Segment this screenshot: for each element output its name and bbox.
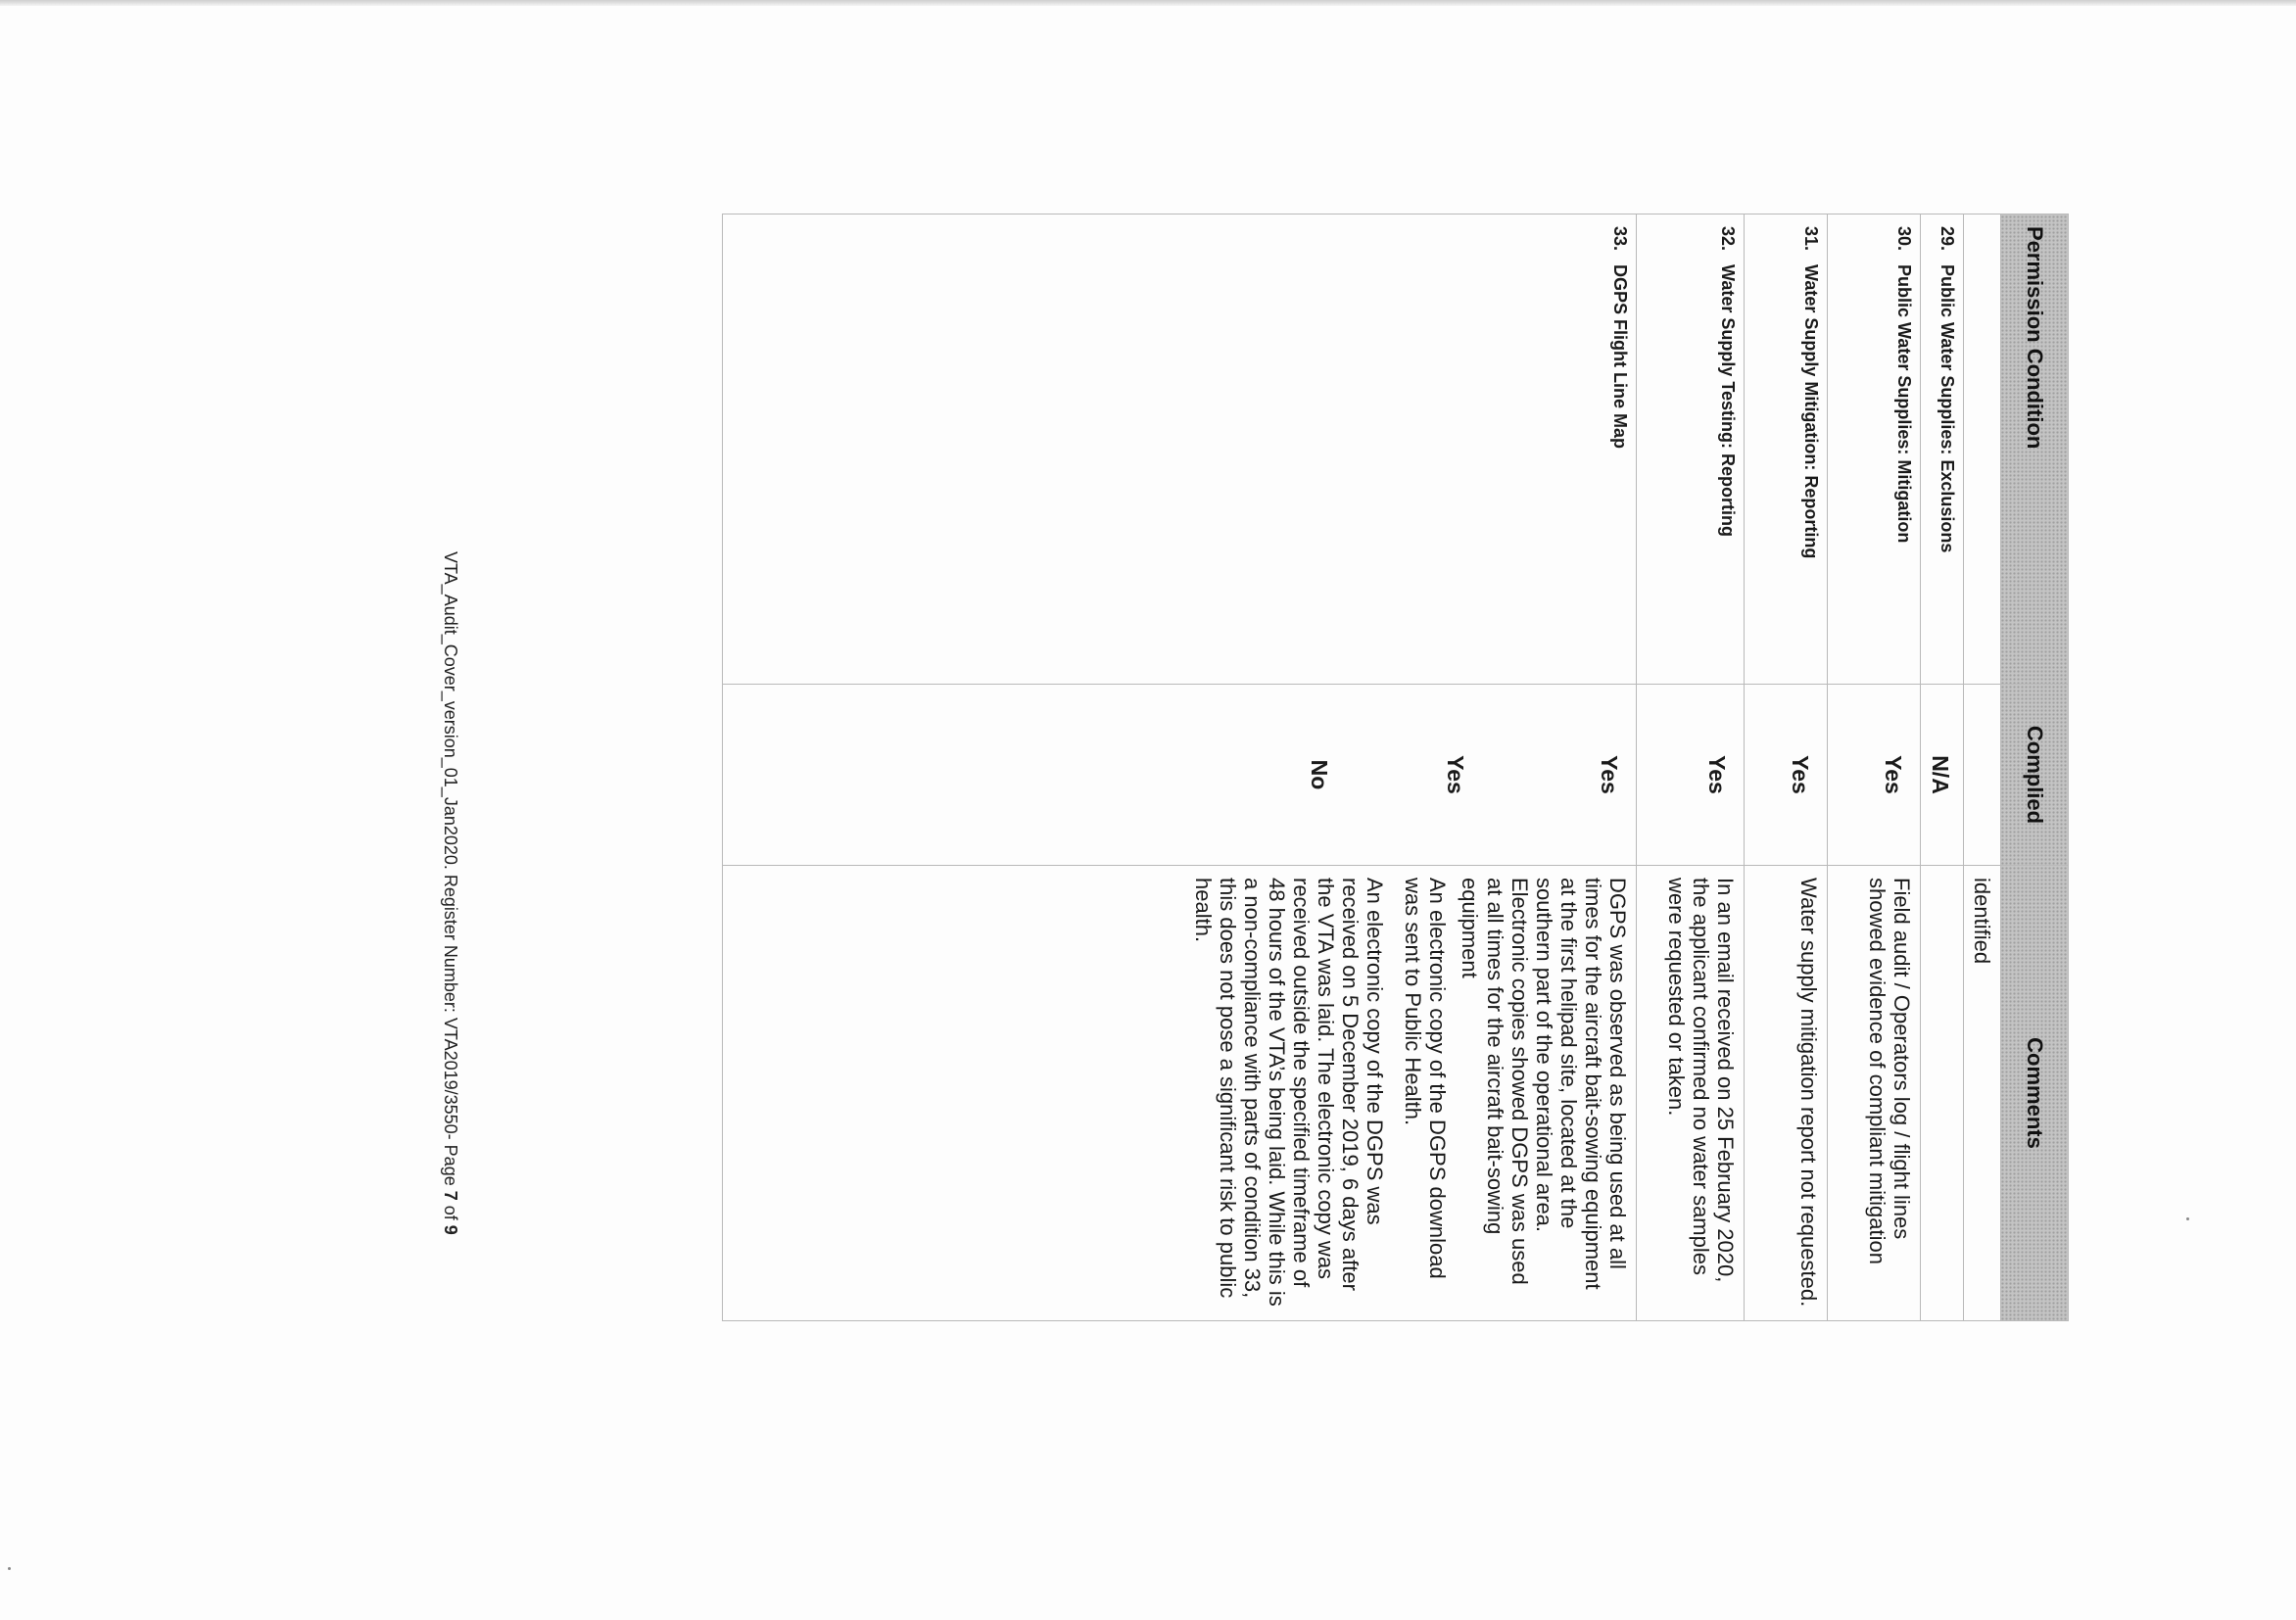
- footer-text: VTA_Audit_Cover_version_01_Jan2020. Register Number: VTA2019/3550- Page: [441, 551, 460, 1191]
- comment-text: In an email received on 25 February 2020, the applicant confirmed no water samples were requested or taken.: [1663, 878, 1738, 1283]
- condition-number: 29.: [1937, 226, 1957, 252]
- header-comments: Comments: [2001, 866, 2069, 1321]
- table-row: [1827, 214, 1920, 1321]
- header-complied: Complied: [2001, 685, 2069, 866]
- condition-cell: [1636, 214, 1744, 685]
- condition-cell: [1827, 214, 1920, 685]
- table-header-row: [2001, 214, 2069, 1321]
- complied-cell: [1744, 685, 1827, 866]
- complied-value: N/A: [1927, 755, 1953, 794]
- rotated-document: [232, 214, 2069, 1320]
- comment-text: An electronic copy of the DGPS was received on 5 December 2019, 6 days after the VTA was laid. The electronic copy was received outside the specified timeframe of 48 hours of the VTA’s being laid. While this is a non-compliance with parts of condition 33, this does not pose a significant risk to public health.: [1190, 878, 1388, 1307]
- complied-cell: [1827, 685, 1920, 866]
- footer-page-total: 9: [441, 1224, 460, 1235]
- condition-title: Water Supply Mitigation: Reporting: [1800, 264, 1821, 559]
- condition-cell: [1744, 214, 1827, 685]
- complied-value: Yes: [1787, 755, 1813, 794]
- complied-cell: [723, 685, 1637, 866]
- complied-value: Yes: [1596, 755, 1622, 794]
- header-permission-condition: Permission Condition: [2001, 214, 2069, 685]
- complied-value: Yes: [1880, 755, 1906, 794]
- audit-conditions-table: [722, 214, 2069, 1321]
- comments-cell: [1920, 866, 1963, 1321]
- condition-number: 30.: [1893, 226, 1914, 252]
- scan-speck: [2186, 1217, 2189, 1220]
- table-row: [1636, 214, 1744, 1321]
- footer-of-label: of: [441, 1200, 460, 1225]
- table-row: [1920, 214, 1963, 1321]
- condition-number: 31.: [1800, 226, 1821, 252]
- scan-edge: [0, 0, 2296, 6]
- carryover-complied-cell: [1963, 685, 2000, 866]
- condition-title: Public Water Supplies: Exclusions: [1937, 264, 1957, 553]
- carryover-condition-cell: [1963, 214, 2000, 685]
- condition-number: 32.: [1717, 226, 1738, 252]
- comment-text: Water supply mitigation report not requested.: [1795, 878, 1821, 1308]
- condition-number: 33.: [1609, 226, 1630, 252]
- footer-page-number: 7: [441, 1190, 460, 1201]
- condition-title: Water Supply Testing: Reporting: [1717, 264, 1738, 538]
- complied-value: Yes: [1442, 755, 1468, 794]
- comments-cell: [1744, 866, 1827, 1321]
- table-row: [1744, 214, 1827, 1321]
- complied-cell: [1636, 685, 1744, 866]
- condition-cell: [723, 214, 1637, 685]
- complied-value: No: [1306, 759, 1332, 790]
- comment-text: Field audit / Operators log / flight lines showed evidence of compliant mitigation: [1864, 878, 1914, 1265]
- comments-cell: [723, 866, 1637, 1321]
- comment-text: DGPS was observed as being used at all times for the aircraft bait-sowing equipment at the first helipad site, located at the southern part of the operational area. Electronic copies showed DGPS was used at all times for the aircraft bait-sowing equipment: [1458, 878, 1630, 1290]
- condition-title: Public Water Supplies: Mitigation: [1893, 264, 1914, 544]
- complied-cell: [1920, 685, 1963, 866]
- comments-cell: [1827, 866, 1920, 1321]
- comments-cell: [1636, 866, 1744, 1321]
- condition-title: DGPS Flight Line Map: [1609, 264, 1630, 450]
- comment-text: An electronic copy of the DGPS download was sent to Public Health.: [1401, 878, 1451, 1279]
- table-row: [723, 214, 1637, 1321]
- carryover-comment: identified: [1963, 866, 2000, 1321]
- page-footer: [440, 551, 460, 1335]
- table-row-carryover: [1963, 214, 2000, 1321]
- complied-value: Yes: [1703, 755, 1730, 794]
- scan-speck: [8, 1567, 11, 1570]
- condition-cell: [1920, 214, 1963, 685]
